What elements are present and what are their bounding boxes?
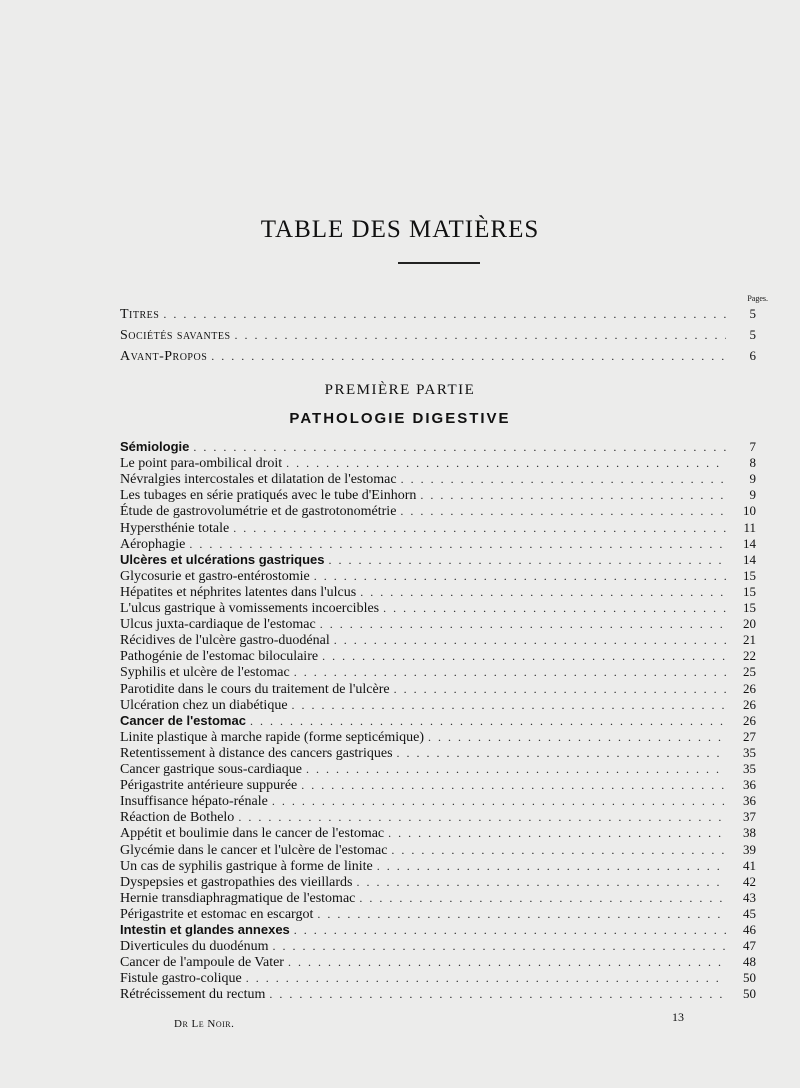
dot-leader	[233, 520, 726, 536]
toc-page-number: 43	[743, 889, 756, 905]
toc-page-number: 26	[743, 680, 756, 696]
dot-leader	[301, 777, 726, 793]
toc-entry-label: Syphilis et ulcère de l'estomac	[120, 665, 290, 681]
toc-entry-label: Récidives de l'ulcère gastro-duodénal	[120, 633, 330, 649]
toc-entry-row	[120, 745, 756, 761]
dot-leader	[377, 858, 726, 874]
toc-section-label: Ulcères et ulcérations gastriques	[120, 551, 325, 567]
toc-entry-row	[120, 536, 756, 552]
toc-page-number: 14	[743, 535, 756, 551]
toc-entry-row	[120, 327, 756, 343]
toc-page-number: 27	[743, 728, 756, 744]
toc-entry-row	[120, 825, 756, 841]
toc-entry-label: Appétit et boulimie dans le cancer de l'estomac	[120, 826, 385, 842]
toc-entry-label: Linite plastique à marche rapide (forme septicémique)	[120, 729, 424, 745]
toc-entry-label: Hernie transdiaphragmatique de l'estomac	[120, 890, 356, 906]
dot-leader	[388, 825, 726, 841]
toc-page-number: 15	[743, 600, 756, 615]
toc-page-number: 50	[743, 986, 756, 1002]
footer-author: Dr Le Noir.	[174, 1018, 235, 1030]
toc-section-row	[120, 922, 756, 938]
toc-entry-label: Ulcération chez un diabétique	[120, 697, 288, 713]
dot-leader	[334, 632, 726, 648]
toc-page-number: 45	[743, 905, 756, 921]
toc-entry-label: Aérophagie	[120, 536, 186, 552]
dot-leader	[238, 809, 726, 825]
toc-entry-row	[120, 681, 756, 697]
toc-entry-label: Ulcus juxta-cardiaque de l'estomac	[120, 617, 316, 633]
dot-leader	[360, 584, 726, 600]
pages-column-header: Pages.	[747, 294, 768, 303]
toc-entry-row	[120, 348, 756, 364]
toc-page-number: 26	[743, 696, 756, 712]
toc-page-number: 6	[749, 348, 756, 363]
toc-section-row	[120, 552, 756, 568]
dot-leader	[250, 713, 726, 729]
toc-entry-row	[120, 938, 756, 954]
toc-page-number: 15	[743, 583, 756, 599]
dot-leader	[383, 600, 726, 616]
toc-entry-label: Un cas de syphilis gastrique à forme de linite	[120, 858, 373, 874]
toc-entry-label: Parotidite dans le cours du traitement de l'ulcère	[120, 681, 390, 697]
toc-entry-row	[120, 616, 756, 632]
dot-leader	[292, 697, 726, 713]
dot-leader	[314, 568, 726, 584]
toc-page-number: 5	[749, 306, 756, 321]
toc-entry-row	[120, 890, 756, 906]
toc-entry-row	[120, 970, 756, 986]
dot-leader	[272, 793, 726, 809]
toc-page-number: 36	[743, 777, 756, 793]
toc-page-number: 8	[749, 455, 756, 471]
dot-leader	[322, 648, 726, 664]
toc-page-number: 47	[743, 938, 756, 954]
toc-entry-row	[120, 793, 756, 809]
toc-entry-row	[120, 729, 756, 745]
toc-page-number: 46	[743, 922, 756, 937]
toc-page-number: 9	[749, 471, 756, 487]
toc-entry-row	[120, 842, 756, 858]
dot-leader	[420, 487, 726, 503]
dot-leader	[163, 306, 726, 322]
toc-page-number: 7	[749, 439, 756, 454]
toc-entry-row	[120, 568, 756, 584]
dot-leader	[306, 761, 726, 777]
dot-leader	[211, 348, 726, 364]
toc-entry-row	[120, 777, 756, 793]
dot-leader	[193, 439, 726, 455]
dot-leader	[400, 503, 726, 519]
dot-leader	[246, 970, 726, 986]
toc-entry-row	[120, 600, 756, 616]
toc-entry-row	[120, 520, 756, 536]
toc-page-number: 35	[743, 744, 756, 760]
dot-leader	[401, 471, 726, 487]
toc-entry-label: Hépatites et néphrites latentes dans l'ulcus	[120, 584, 357, 600]
toc-page-number: 10	[743, 503, 756, 519]
toc-page-number: 50	[743, 970, 756, 986]
toc-entry-row	[120, 858, 756, 874]
dot-leader	[391, 842, 726, 858]
toc-entry-label: Glycosurie et gastro-entérostomie	[120, 568, 310, 584]
toc-entry-label: Périgastrite antérieure suppurée	[120, 778, 298, 794]
toc-section-row	[120, 439, 756, 455]
toc-page-number: 35	[743, 761, 756, 776]
toc-entry-row	[120, 664, 756, 680]
toc-page-number: 41	[743, 857, 756, 873]
dot-leader	[294, 664, 726, 680]
toc-page-number: 22	[743, 648, 756, 664]
toc-section-label: Intestin et glandes annexes	[120, 922, 290, 937]
dot-leader	[189, 536, 726, 552]
page-title: TABLE DES MATIÈRES	[260, 216, 540, 243]
dot-leader	[286, 455, 726, 471]
toc-page-number: 37	[743, 809, 756, 825]
title-rule	[398, 262, 480, 264]
toc-page-number: 26	[743, 712, 756, 728]
toc-page-number: 39	[743, 841, 756, 857]
toc-entry-row	[120, 471, 756, 487]
toc-page-number: 15	[743, 567, 756, 583]
toc-entry-label: Les tubages en série pratiqués avec le tube d'Einhorn	[120, 488, 417, 504]
toc-entry-label: L'ulcus gastrique à vomissements incoercibles	[120, 601, 380, 616]
toc-entry-label: Titres	[120, 307, 160, 322]
toc-section-label: Cancer de l'estomac	[120, 712, 246, 728]
toc-entry-label: Cancer gastrique sous-cardiaque	[120, 762, 302, 777]
toc-entry-row	[120, 809, 756, 825]
toc-page-number: 38	[743, 825, 756, 841]
toc-entry-row	[120, 986, 756, 1002]
toc-entry-label: Le point para-ombilical droit	[120, 456, 283, 472]
toc-entry-row	[120, 761, 756, 777]
toc-entry-label: Fistule gastro-colique	[120, 971, 242, 987]
footer-sheet-number: 13	[672, 1010, 684, 1024]
toc-page-number: 21	[743, 632, 756, 648]
toc-entry-row	[120, 584, 756, 600]
toc-entry-label: Sociétés savantes	[120, 328, 231, 343]
toc-entry-label: Pathogénie de l'estomac biloculaire	[120, 649, 319, 665]
toc-section-label: Sémiologie	[120, 439, 190, 454]
toc-entry-label: Retentissement à distance des cancers gastriques	[120, 745, 393, 761]
dot-leader	[328, 552, 726, 568]
toc-entry-row	[120, 487, 756, 503]
toc-entry-label: Glycémie dans le cancer et l'ulcère de l'estomac	[120, 842, 388, 858]
toc-entry-label: Dyspepsies et gastropathies des vieillards	[120, 874, 353, 890]
toc-page-number: 5	[749, 327, 756, 342]
toc-page-number: 9	[749, 487, 756, 503]
toc-entry-label: Névralgies intercostales et dilatation de l'estomac	[120, 472, 397, 488]
toc-entry-row	[120, 503, 756, 519]
dot-leader	[394, 681, 726, 697]
toc-entry-row	[120, 874, 756, 890]
dot-leader	[359, 890, 726, 906]
dot-leader	[428, 729, 726, 745]
dot-leader	[273, 938, 726, 954]
toc-section-row	[120, 713, 756, 729]
dot-leader	[269, 986, 726, 1002]
toc-page-number: 42	[743, 873, 756, 889]
toc-entry-row	[120, 455, 756, 471]
toc-entry-label: Insuffisance hépato-rénale	[120, 794, 268, 810]
toc-entry-row	[120, 648, 756, 664]
dot-leader	[317, 906, 726, 922]
toc-page-number: 14	[743, 551, 756, 567]
dot-leader	[357, 874, 726, 890]
dot-leader	[235, 327, 726, 343]
toc-entry-label: Périgastrite et estomac en escargot	[120, 906, 314, 922]
toc-entry-label: Réaction de Bothelo	[120, 810, 235, 826]
part-subheading: PATHOLOGIE DIGESTIVE	[289, 410, 511, 427]
toc-entry-row	[120, 632, 756, 648]
dot-leader	[397, 745, 726, 761]
toc-page-number: 25	[743, 664, 756, 680]
toc-entry-label: Cancer de l'ampoule de Vater	[120, 955, 284, 971]
toc-page-number: 20	[743, 616, 756, 632]
dot-leader	[320, 616, 726, 632]
dot-leader	[288, 954, 726, 970]
toc-entry-row	[120, 697, 756, 713]
toc-page-number: 48	[743, 954, 756, 970]
toc-entry-label: Avant-Propos	[120, 349, 208, 364]
toc-page-number: 36	[743, 793, 756, 809]
part-heading: PREMIÈRE PARTIE	[324, 382, 476, 398]
toc-entry-row	[120, 906, 756, 922]
toc-entry-row	[120, 954, 756, 970]
toc-entry-label: Rétrécissement du rectum	[120, 987, 266, 1003]
toc-page-number: 11	[743, 519, 756, 535]
toc-entry-label: Hypersthénie totale	[120, 520, 230, 536]
toc-entry-label: Diverticules du duodénum	[120, 939, 269, 955]
toc-entry-label: Étude de gastrovolumétrie et de gastrotonométrie	[120, 504, 397, 520]
dot-leader	[294, 922, 726, 938]
toc-entry-row	[120, 306, 756, 322]
